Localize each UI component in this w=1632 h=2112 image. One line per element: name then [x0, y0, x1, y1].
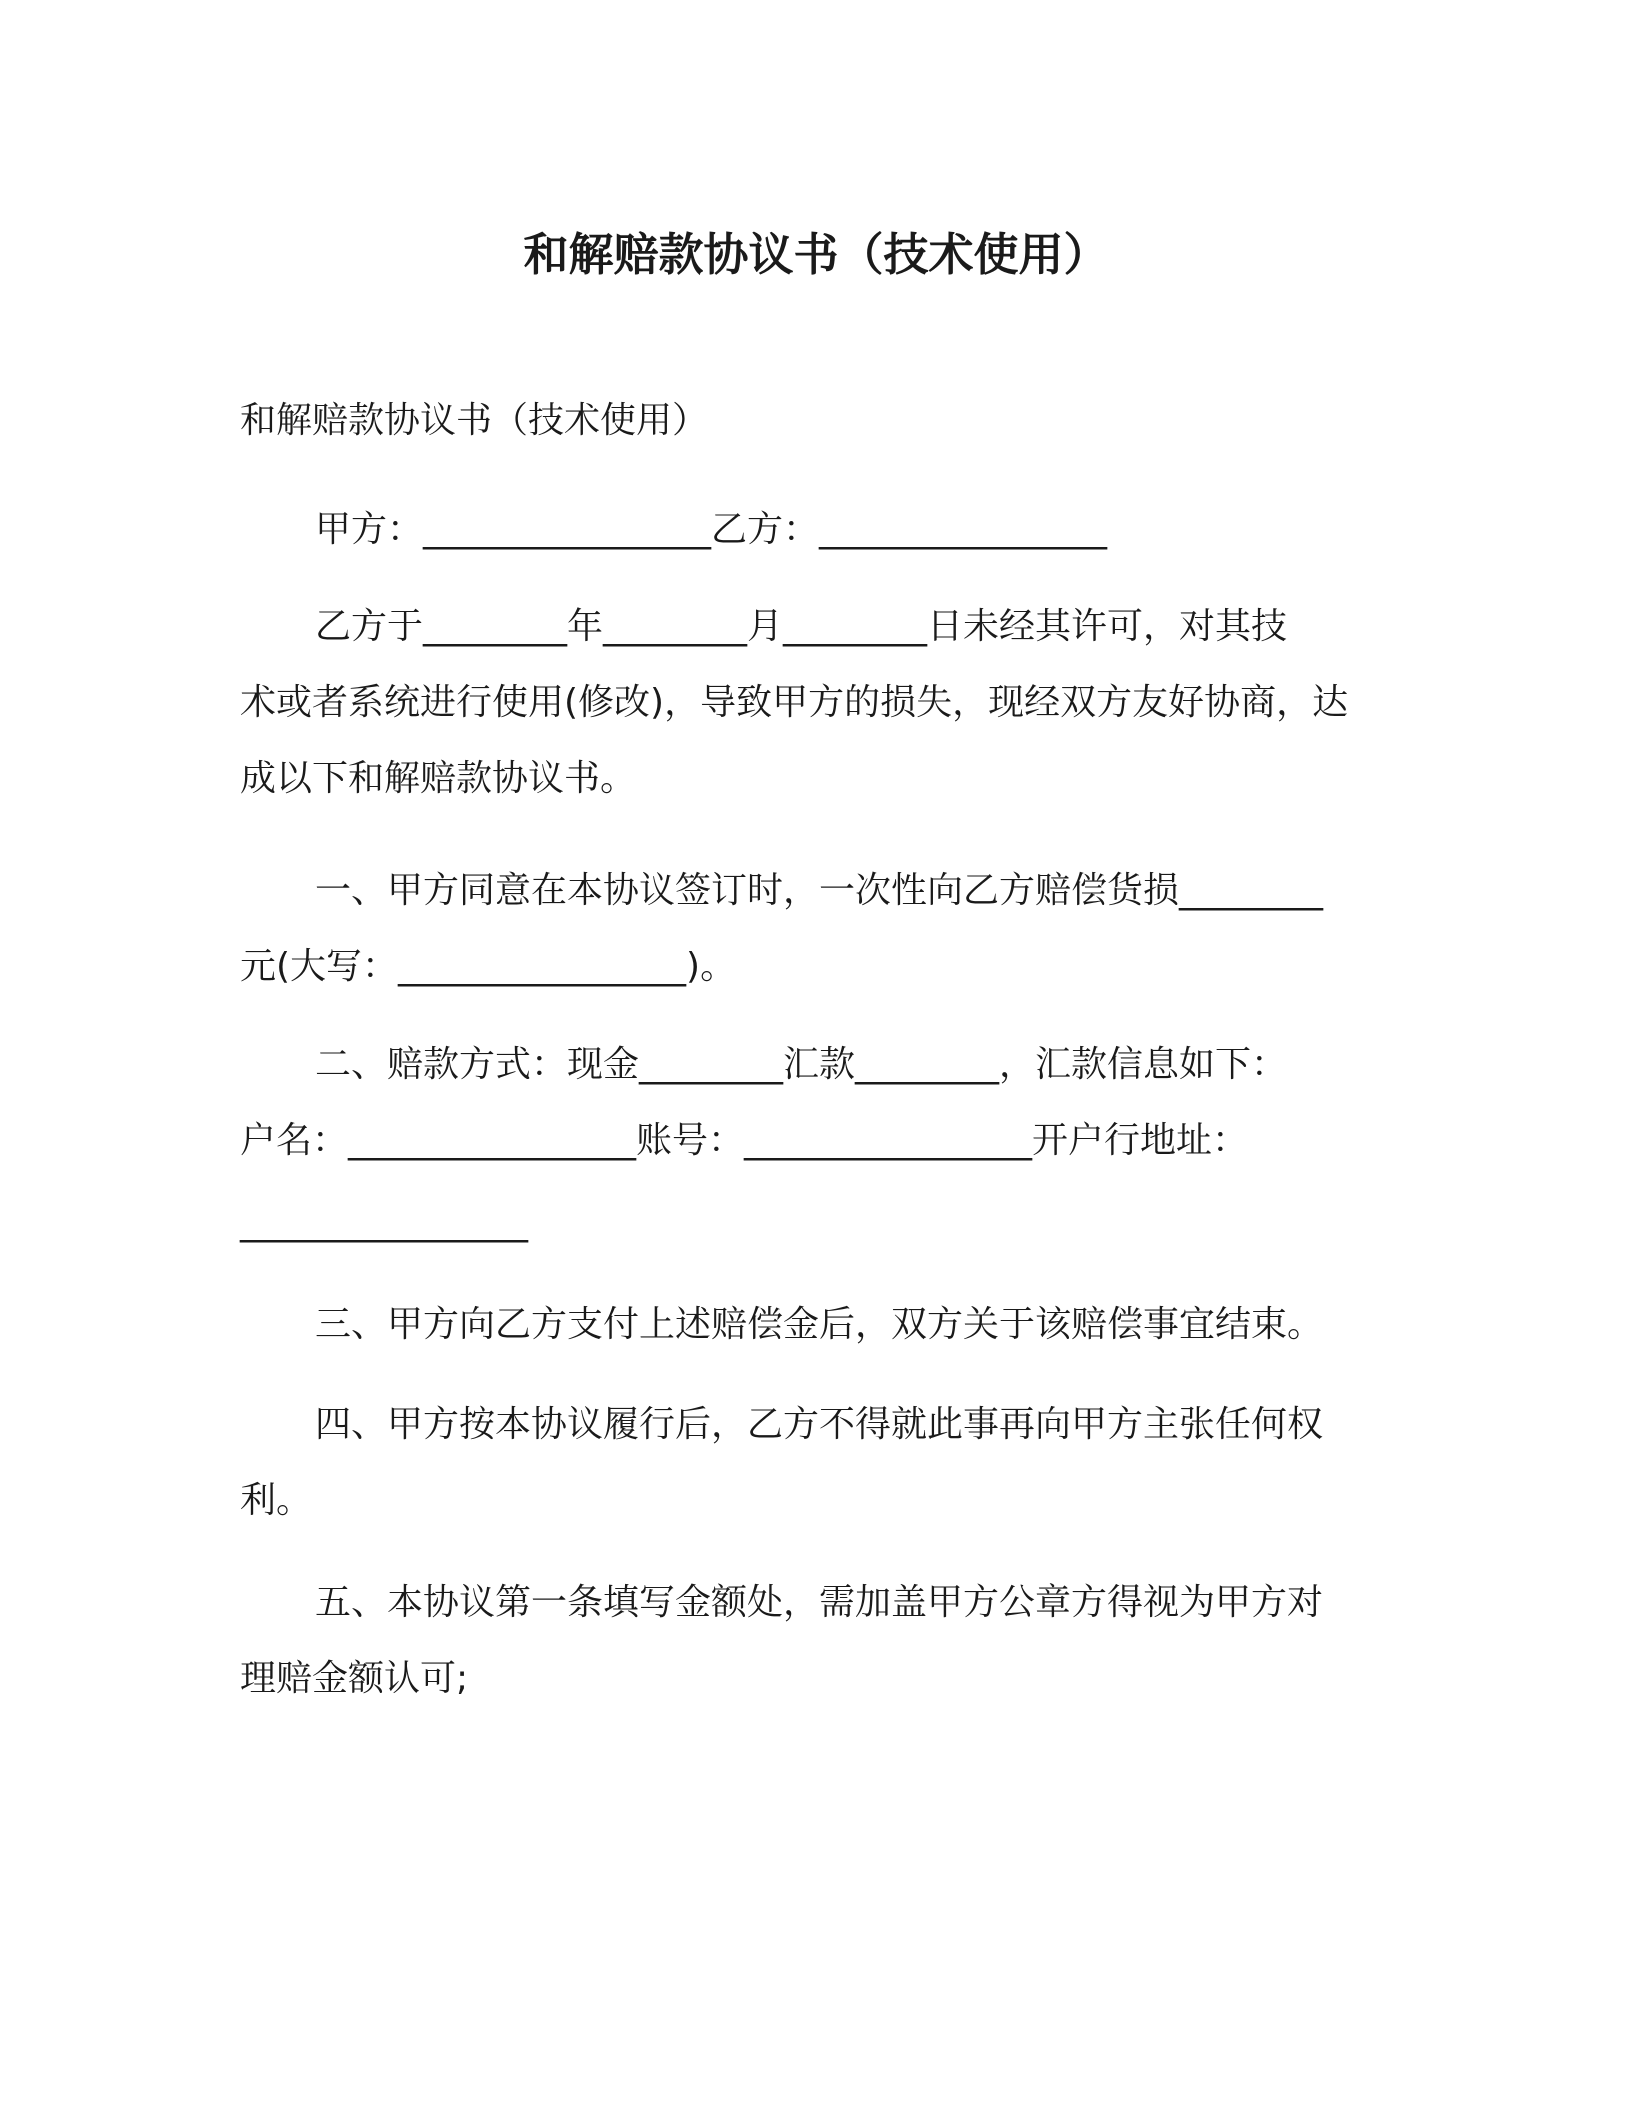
- intro-line-1: 乙方于________年________月________日未经其许可，对其技: [315, 606, 1288, 647]
- parties-line: 甲方：________________乙方：________________: [315, 509, 1108, 550]
- document-title: 和解赔款协议书（技术使用）: [523, 228, 1109, 281]
- clause-4-line-2: 利。: [240, 1480, 313, 1521]
- clause-5-line-2: 理赔金额认可;: [240, 1658, 469, 1699]
- clause-1-line-2: 元(大写：________________)。: [240, 946, 737, 987]
- clause-4-line-1: 四、甲方按本协议履行后，乙方不得就此事再向甲方主张任何权: [315, 1404, 1324, 1445]
- intro-line-3: 成以下和解赔款协议书。: [240, 758, 637, 799]
- clause-5-line-1: 五、本协议第一条填写金额处，需加盖甲方公章方得视为甲方对: [315, 1582, 1324, 1623]
- clause-2-line-1: 二、赔款方式：现金________汇款________，汇款信息如下：: [315, 1044, 1288, 1085]
- clause-3-line-1: 三、甲方向乙方支付上述赔偿金后，双方关于该赔偿事宜结束。: [315, 1304, 1324, 1345]
- clause-1-line-1: 一、甲方同意在本协议签订时，一次性向乙方赔偿货损________: [315, 870, 1324, 911]
- intro-line-2: 术或者系统进行使用(修改)，导致甲方的损失，现经双方友好协商，达: [240, 682, 1349, 723]
- document-subtitle: 和解赔款协议书（技术使用）: [240, 400, 709, 441]
- clause-2-line-2: 户名：________________账号：________________开户行地址：: [240, 1120, 1249, 1161]
- clause-2-line-3: ________________: [240, 1202, 528, 1243]
